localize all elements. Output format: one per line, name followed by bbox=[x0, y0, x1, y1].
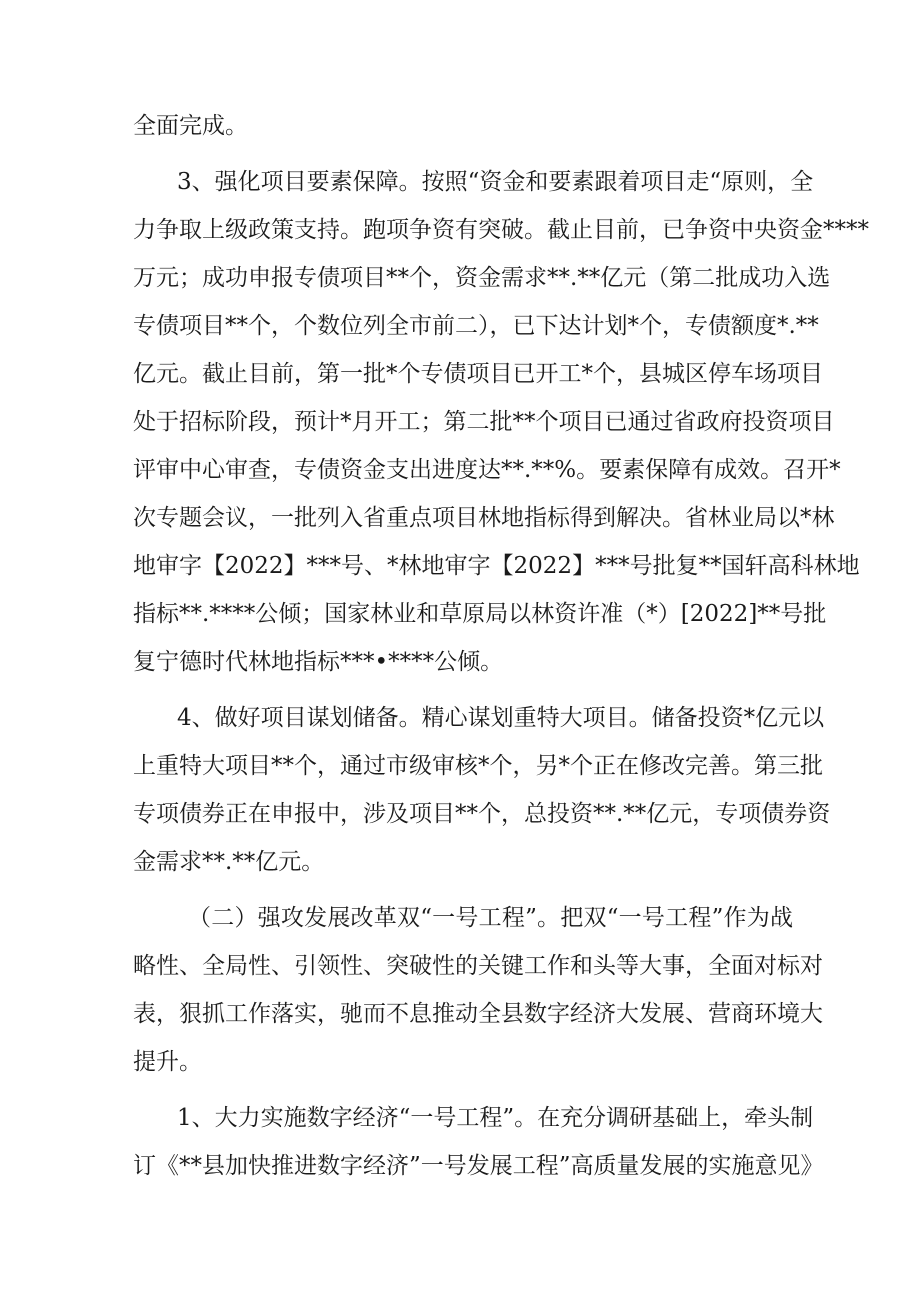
text-line: 全面完成。 bbox=[133, 113, 248, 139]
text-line: 提升。 bbox=[133, 1049, 202, 1075]
text-line: 4、做好项目谋划储备。精心谋划重特大项目。储备投资*亿元以 bbox=[177, 705, 825, 731]
text-line: 专项债券正在申报中，涉及项目**个，总投资**.**亿元，专项债券资 bbox=[133, 801, 831, 827]
section-heading-line: （二）强攻发展改革双“一号工程”。把双“一号工程”作为战 bbox=[188, 905, 793, 931]
text-line: 表，狠抓工作落实，驰而不息推动全县数字经济大发展、营商环境大 bbox=[133, 1001, 823, 1027]
text-line: 万元；成功申报专债项目**个，资金需求**.**亿元（第二批成功入选 bbox=[133, 265, 831, 291]
text-line: 亿元。截止目前，第一批*个专债项目已开工*个，县城区停车场项目 bbox=[133, 361, 823, 387]
text-line: 专债项目**个，个数位列全市前二），已下达计划*个，专债额度*.** bbox=[133, 313, 819, 339]
text-line: 略性、全局性、引领性、突破性的关键工作和头等大事，全面对标对 bbox=[133, 953, 823, 979]
text-line: 次专题会议，一批列入省重点项目林地指标得到解决。省林业局以*林 bbox=[133, 505, 835, 531]
text-line: 评审中心审查，专债资金支出进度达**.**%。要素保障有成效。召开* bbox=[133, 457, 841, 483]
text-line: 力争取上级政策支持。跑项争资有突破。截止目前，已争资中央资金**** bbox=[133, 217, 869, 243]
text-line: 复宁德时代林地指标***•****公倾。 bbox=[133, 649, 504, 675]
text-line: 1、大力实施数字经济“一号工程”。在充分调研基础上，牵头制 bbox=[177, 1105, 814, 1131]
text-line: 指标**.****公倾；国家林业和草原局以林资许准（*）[2022]**号批 bbox=[133, 601, 827, 627]
text-line: 订《**县加快推进数字经济”一号发展工程”高质量发展的实施意见》 bbox=[133, 1153, 824, 1179]
text-line: 地审字【2022】***号、*林地审字【2022】***号批复**国轩高科林地 bbox=[133, 553, 860, 579]
text-line: 金需求**.**亿元。 bbox=[133, 849, 325, 875]
text-line: 上重特大项目**个，通过市级审核*个，另*个正在修改完善。第三批 bbox=[133, 753, 823, 779]
text-line: 处于招标阶段，预计*月开工；第二批**个项目已通过省政府投资项目 bbox=[133, 409, 835, 435]
text-line: 3、强化项目要素保障。按照“资金和要素跟着项目走“原则，全 bbox=[177, 169, 814, 195]
